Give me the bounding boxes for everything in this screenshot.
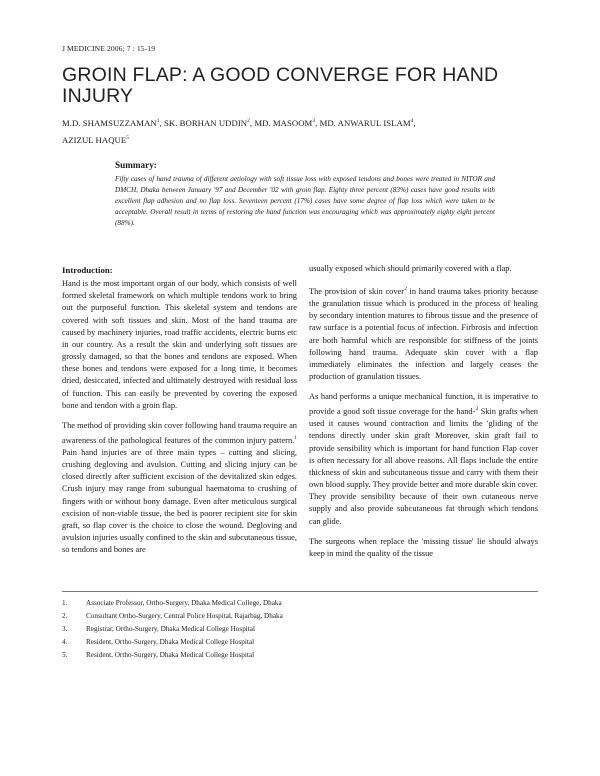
summary-heading: Summary: [115,160,157,170]
footnote-list [62,597,538,662]
footnote-number: 4. [62,638,68,646]
citation-mark: 3 [475,406,479,413]
author-separator: , [315,117,320,128]
right-column [309,263,538,568]
affiliation-mark: 1 [156,118,160,124]
summary-text: Fifty cases of hand trauma of different aetiology with soft tissue loss with exposed tendons and bones were treated in NITOR and DMCH, Dhaka between January '97 and December '02 with groin flap. Eighty three percent (83%) cases have good results with excellent flap adhesion and no flap loss. Seventeen percent (17%) cases have some degree of flap loss which were taken to be acceptable. Overall result in terms of restoring the hand function was encouraging which was approximately eighty eight percent (88%). [115,175,495,227]
body-text: The provision of skin cover [309,286,405,296]
footnote-number: 2. [62,612,68,620]
author-separator: , [159,117,164,128]
author-name: M.D. SHAMSUZZAMAN [62,117,157,128]
body-paragraph [62,420,297,557]
journal-reference: J MEDICINE 2006; 7 : 15-19 [62,44,156,53]
footnote-item [62,623,538,636]
body-text: in hand trauma takes priority because the granulation tissue which is produced in the process of healing by secondary intention matures to fibrous tissue and the presence of raw surface is a potential focus of infection. Firbrosis and infection are both harmful which are responsible for stiffness of the joints following hand trauma. Adequate skin cover with a flap immediately eliminates the infection and largely ceases the production of granulation tissues. [309,286,538,382]
body-text: Skin grafts when used it causes wound contraction and limits the 'gliding of the tendons directly under skin graft Moreover, skin graft fail to provide sensibility which is important for hand function Flap cover is often necessary for all above reasons. All flaps include the entire thickness of skin and subcutaneous tissue and carry with them their own blood supply. They provide better and more durable skin cover. They provide sensibility because of their own cutaneous nerve supply and also provide subcutaneous fat through which tendons can glide. [309,407,538,526]
body-paragraph: Hand is the most important organ of our body, which consists of well formed skeletal framework on which multiple tendons work to bring out the purposeful function. This skeletal system and tendons are covered with soft tissues and skin. Most of the hand trauma are caused by machinery injuries, road traffic accidents, electric burns etc in our country. As a result the skin and underlying soft tissues are grossly damaged, so that the bones and tendons are exposed. When these bones and tendons were exposed for a long time, it becomes dried, desiccated, infected and ultimately destroyed with residual loss of function. This can easily be prevented by covering the exposed bone and tendon with a groin flap. [62,279,297,410]
footnote-text: Consultant Ortho-Surgery, Central Police Hospital, Rajarbag, Dhaka [86,612,283,620]
article-title: GROIN FLAP: A GOOD CONVERGE FOR HAND INJURY [62,64,499,107]
author-name: MD. ANWARUL ISLAM [319,117,411,128]
footnote-text: Associate Professor, Ortho-Surgery, Dhaka Medical College, Dhaka [86,599,282,607]
body-text: As hand performs a unique mechanical function, it is imperative to provide a good soft tissue coverage for the hand- [309,392,538,417]
body-paragraph: The surgeons when replace the 'missing tissue' lie should always keep in mind the quality of the tissue [309,536,538,558]
affiliation-mark: 3 [312,118,316,124]
left-column [62,264,297,564]
introduction-heading: Introduction: [62,265,113,275]
affiliation-mark: 5 [126,134,130,141]
citation-mark: 2 [404,286,407,293]
body-text: Pain hand injuries are of three main types – cutting and slicing, crushing degloving and avulsion. Cutting and slicing injury can be closed directly after sufficient excision of the devitalized skin edges. Crush injury may range from subungual haematoma to crushing of fingers with or without bony damage. Even after meticulous surgical excision of non-viable tissue, the bed is poorer recipient site for skin graft, so flap cover is the choice to close the wound. Degloving and avulsion injuries usually confined to the skin and subcutaneous tissue, so tendons and bones are [62,447,297,555]
footnote-item [62,636,538,649]
author-separator: , [249,117,255,128]
footnote-item [62,597,538,610]
footnote-text: Registrar, Ortho-Surgery, Dhaka Medical College Hospital [86,625,255,633]
footnote-text: Resident, Ortho-Surgery, Dhaka Medical College Hospital [86,651,255,659]
author-list [62,114,542,148]
summary-block [115,160,495,229]
body-paragraph [309,391,538,528]
citation-mark: 1 [294,435,297,442]
footnote-number: 3. [62,625,68,633]
author-name: SK. BORHAN UDDIN [164,117,248,128]
affiliation-mark: 4 [410,118,414,124]
body-paragraph [309,283,538,383]
footnote-item [62,610,538,623]
author-name: AZIZUL HAQUE [62,134,127,145]
footnote-divider [62,591,538,592]
body-paragraph: usually exposed which should primarily covered with a flap. [309,264,512,273]
affiliation-mark: 2 [247,118,250,124]
footnote-number: 5. [62,651,68,659]
footnote-text: Resident, Ortho-Surgery, Dhaka Medical College Hospital [86,638,255,646]
footnote-number: 1. [62,599,68,607]
author-separator: , [413,117,416,128]
author-name: MD. MASOOM [254,117,313,128]
body-text: The method of providing skin cover following hand trauma require an awareness of the pathological features of the common injury pattern. [62,420,297,445]
footnote-item [62,649,538,662]
